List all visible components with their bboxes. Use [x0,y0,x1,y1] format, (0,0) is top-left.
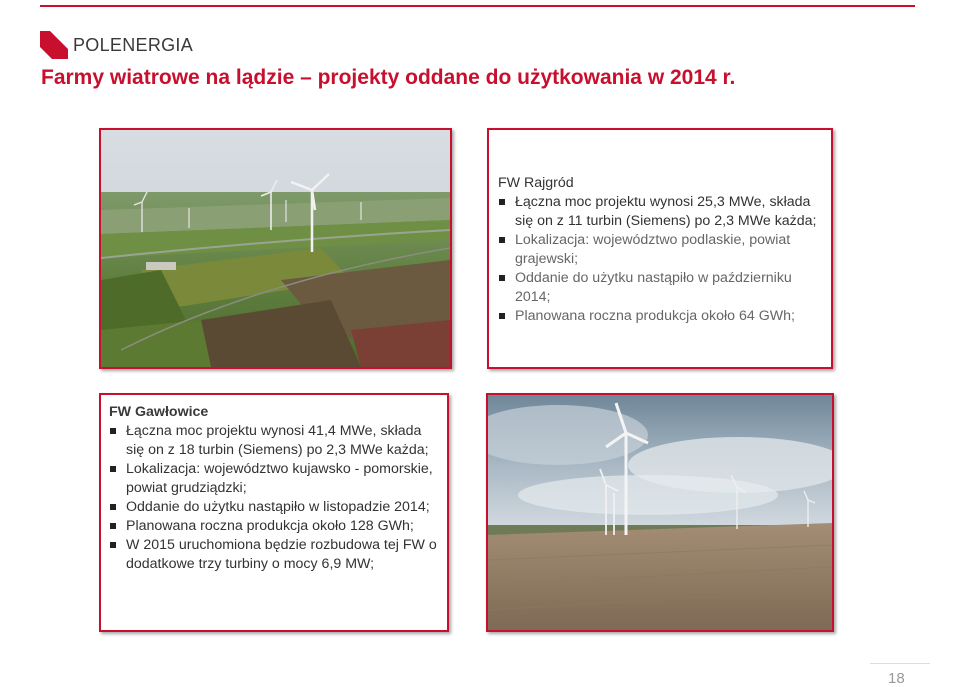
rajgrod-heading: FW Rajgród [498,175,574,191]
field-landscape-image [488,395,832,630]
list-item: Lokalizacja: województwo podlaskie, powiat grajewski; [498,231,828,269]
rajgrod-aerial-photo [99,128,452,369]
gawlowice-heading: FW Gawłowice [109,404,209,420]
aerial-landscape-image [101,130,450,367]
rajgrod-info-box [487,128,833,369]
list-item: Lokalizacja: województwo kujawsko - pomorskie, powiat grudziądzki; [109,460,443,498]
gawlowice-info-box [99,393,449,632]
top-rule [40,5,915,7]
rajgrod-list [498,193,828,326]
footer-rule [870,663,930,664]
list-item: Łączna moc projektu wynosi 41,4 MWe, składa się on z 18 turbin (Siemens) po 2,3 MWe każda; [109,422,443,460]
list-item: Planowana roczna produkcja około 64 GWh; [498,307,828,326]
list-item: W 2015 uruchomiona będzie rozbudowa tej FW o dodatkowe trzy turbiny o mocy 6,9 MW; [109,536,443,574]
page-title: Farmy wiatrowe na lądzie – projekty oddane do użytkowania w 2014 r. [41,66,736,89]
logo-text: POLENERGIA [73,35,194,55]
polenergia-logo [40,31,193,59]
gawlowice-ground-photo [486,393,834,632]
page-number: 18 [888,670,905,687]
list-item: Planowana roczna produkcja około 128 GWh; [109,517,443,536]
list-item: Oddanie do użytku nastąpiło w listopadzie 2014; [109,498,443,517]
gawlowice-list [109,422,443,574]
polenergia-logo-icon [40,31,68,59]
list-item: Łączna moc projektu wynosi 25,3 MWe, składa się on z 11 turbin (Siemens) po 2,3 MWe każda; [498,193,828,231]
list-item: Oddanie do użytku nastąpiło w październiku 2014; [498,269,828,307]
